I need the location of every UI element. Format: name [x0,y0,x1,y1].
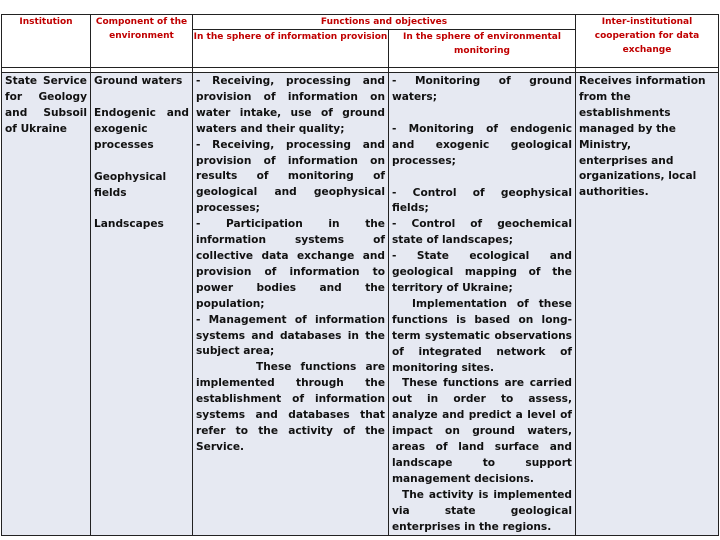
cell-cooperation [576,73,719,536]
cell-institution [2,73,91,536]
table-row [2,73,719,536]
header-component: Component of the environment [91,15,193,68]
info-item: - Receiving, processing and provision of information on water intake, use of ground waters and their quality; [196,75,385,135]
monitoring-item: - Control of geochemical state of landscapes; [392,218,572,247]
functions-table [1,14,719,536]
cooperation-line: authorities. [579,186,649,199]
info-item: - Participation in the information systems of collective data exchange and provision of information to power bodies and the population; [196,218,385,310]
monitoring-item: - Monitoring of endogenic and exogenic geological processes; [392,122,572,167]
component-item: Geophysical fields [94,170,167,199]
info-item: - Receiving, processing and provision of information on results of monitoring of geological and geophysical processes; [196,138,385,215]
cell-info-provision [193,73,389,536]
monitoring-item: - State ecological and geological mapping of the territory of Ukraine; [392,250,572,294]
cooperation-line: establishments [579,106,671,119]
cell-components [91,73,193,536]
cooperation-line: organizations, local [579,170,697,183]
component-item: Landscapes [94,218,164,231]
cooperation-line: from the [579,90,631,103]
header-functions: Functions and objectives [193,15,576,30]
component-item: Endogenic and exogenic processes [94,106,189,151]
cooperation-line: enterprises and [579,154,674,167]
institution-name: State Service for Geology and Subsoil of Ukraine [5,75,87,135]
header-info-provision: In the sphere of information provision [193,30,389,68]
info-note: These functions are implemented through the establishment of information systems and databases that refer to the activity of the Service. [196,361,385,453]
cooperation-line: Ministry, [579,138,632,151]
header-env-monitoring: In the sphere of environmental monitoring [389,30,576,68]
monitoring-note: The activity is implemented via state geological enterprises in the regions. [392,488,572,533]
cooperation-line: managed by the [579,122,676,135]
component-item: Ground waters [94,75,183,87]
monitoring-note: Implementation of these functions is based on long-term systematic observations of integrated network of monitoring sites. [392,297,572,374]
info-item: - Management of information systems and databases in the subject area; [196,313,385,358]
monitoring-note: These functions are carried out in order to assess, analyze and predict a level of impact on ground waters, areas of land surface and landscape to support management decisions. [392,377,572,485]
cell-env-monitoring [389,73,576,536]
header-cooperation: Inter-institutional cooperation for data exchange [576,15,719,68]
cooperation-line: Receives information [579,75,706,87]
monitoring-item: - Monitoring of ground waters; [392,75,572,103]
header-institution: Institution [2,15,91,68]
monitoring-item: - Control of geophysical fields; [392,186,572,215]
